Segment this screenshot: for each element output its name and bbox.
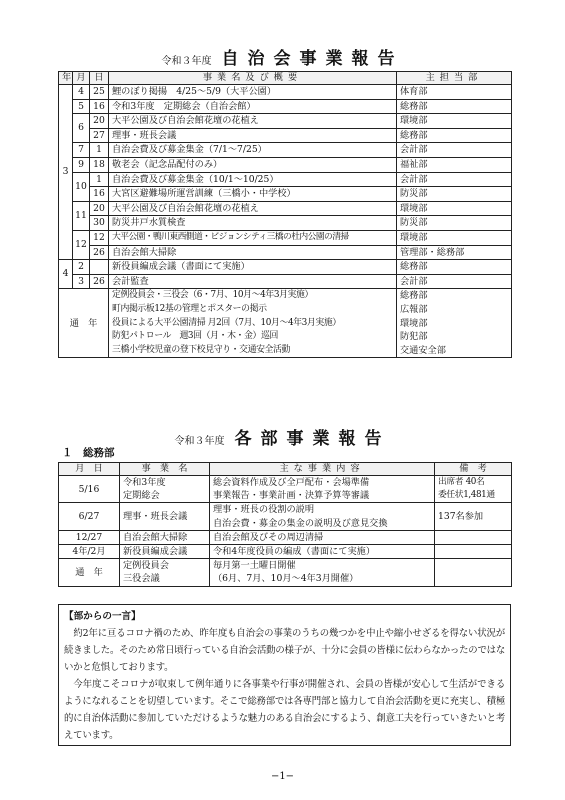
dept-cell: 会計部	[397, 143, 512, 158]
event-table-header	[59, 72, 512, 85]
table-row	[59, 545, 512, 559]
day-cell: 26	[90, 274, 109, 289]
content-line: 事業報告・事業計画・決算予算等審議	[213, 490, 370, 502]
event-cell: 大宮区避難場所運営訓練（三橋小・中学校）	[109, 187, 397, 202]
name-cell: 理事・班長会議	[120, 503, 210, 530]
date-cell: 4年/2月	[59, 545, 120, 559]
dept-cell: 防災部	[397, 187, 512, 202]
section-heading-general-affairs: １ 総務部	[62, 447, 115, 459]
dept-cell: 防災部	[397, 216, 512, 231]
note-cell	[435, 530, 512, 544]
note-line: 出席者 40名	[438, 477, 485, 487]
yearround-event: 町内掲示板12基の管理とポスターの掲示	[112, 303, 267, 314]
table-row	[59, 245, 512, 260]
dept-cell: 環境部	[397, 114, 512, 129]
month-cell: 11	[73, 201, 90, 230]
comment-paragraph: 約2年に亘るコロナ禍のため、昨年度も自治会の事業のうちの幾つかを中止や縮小せざるを得ない状況が続きました。そのため常日頃行っている自治会活動の様子が、十分に会員の皆様に伝わらなかったのではないかと危惧しております。	[64, 628, 505, 673]
month-cell: 5	[73, 99, 90, 114]
table-row	[59, 230, 512, 245]
name-line: 定例役員会	[123, 560, 169, 572]
month-cell: 9	[73, 157, 90, 172]
year-cell: 4	[59, 260, 73, 289]
event-cell: 大平公園・鴨川東西側道・ビジョンシティ三橋の杜内公園の清掃	[109, 230, 397, 245]
day-cell	[90, 260, 109, 275]
month-cell: 2	[73, 260, 90, 275]
content-cell: 令和4年度役員の編成（書面にて実施）	[210, 545, 435, 559]
table-row	[59, 157, 512, 172]
table-row	[59, 128, 512, 143]
name-cell	[120, 476, 210, 503]
content-cell	[210, 559, 435, 586]
event-cell: 大平公園及び自治会館花壇の花植え	[109, 201, 397, 216]
header-name: 事 業 名	[120, 463, 210, 476]
month-cell: 3	[73, 274, 90, 289]
month-cell: 4	[73, 85, 90, 100]
dept-cell: 会計部	[397, 274, 512, 289]
content-line: 毎月第一土曜日開催	[213, 560, 296, 572]
event-cell: 理事・班長会議	[109, 128, 397, 143]
day-cell: 16	[90, 99, 109, 114]
month-cell: 12	[73, 230, 90, 259]
date-cell: 12/27	[59, 530, 120, 544]
dept-cell: 総務部	[397, 260, 512, 275]
month-cell: 10	[73, 172, 90, 201]
general-affairs-table-header	[59, 463, 512, 476]
name-cell: 新役員編成会議	[120, 545, 210, 559]
name-line: 定期総会	[123, 490, 160, 502]
table-row	[59, 187, 512, 202]
dept-cell: 総務部	[397, 128, 512, 143]
event-cell: 令和3年度 定期総会（自治会館）	[109, 99, 397, 114]
day-cell: 1	[90, 172, 109, 187]
day-cell: 26	[90, 245, 109, 260]
name-line: 三役会議	[123, 573, 160, 585]
general-affairs-table	[58, 462, 512, 587]
event-cell: 自治会費及び募金集金（10/1〜10/25）	[109, 172, 397, 187]
table-row-yearround	[59, 289, 512, 358]
yearround-depts	[397, 289, 512, 358]
table-row	[59, 260, 512, 275]
yearround-event: 定例役員会・三役会（6・7月、10月〜4年3月実施）	[112, 290, 313, 301]
table-row	[59, 559, 512, 586]
event-cell: 敬老会（記念品配付のみ）	[109, 157, 397, 172]
event-cell: 大平公園及び自治会館花壇の花植え	[109, 114, 397, 129]
event-cell: 鯉のぼり掲揚 4/25〜5/9（大平公園）	[109, 85, 397, 100]
yearround-dept: 環境部	[400, 317, 428, 329]
header-dept: 主担当部	[397, 72, 512, 85]
department-comment-box	[58, 604, 511, 746]
day-cell: 12	[90, 230, 109, 245]
content-line: 総会資料作成及び全戸配布・会場準備	[213, 477, 370, 488]
content-line: （6月、7月、10月〜4年3月開催）	[213, 573, 359, 585]
yearround-label: 通 年	[59, 289, 109, 358]
page-number: −1−	[270, 771, 295, 782]
content-cell	[210, 503, 435, 530]
header-date: 月 日	[59, 463, 120, 476]
dept-cell: 環境部	[397, 230, 512, 245]
dept-cell: 体育部	[397, 85, 512, 100]
event-cell: 防災井戸水質検査	[109, 216, 397, 231]
table-row	[59, 114, 512, 129]
note-line: 委任状1,481通	[438, 490, 495, 501]
month-cell: 7	[73, 143, 90, 158]
table-row	[59, 85, 512, 100]
table-row	[59, 216, 512, 231]
day-cell: 20	[90, 114, 109, 129]
header-content: 主な事業内容	[210, 463, 435, 476]
name-cell	[120, 559, 210, 586]
event-table	[58, 71, 512, 358]
report-title-block	[0, 44, 565, 69]
header-event: 事業名及び概要	[109, 72, 397, 85]
content-cell	[210, 476, 435, 503]
yearround-event: 三橋小学校児童の登下校見守り・交通安全活動	[112, 344, 290, 355]
header-note: 備 考	[435, 463, 512, 476]
note-cell	[435, 559, 512, 586]
note-cell: 137名参加	[435, 503, 512, 530]
date-cell: 5/16	[59, 476, 120, 503]
header-month: 月	[73, 72, 90, 85]
day-cell: 20	[90, 201, 109, 216]
yearround-dept: 交通安全部	[400, 344, 446, 356]
table-row	[59, 530, 512, 544]
section-report-title: 各部事業報告	[234, 429, 391, 449]
comment-heading: 【部からの一言】	[64, 611, 141, 622]
content-line: 理事・班長の役割の説明	[213, 504, 315, 516]
yearround-dept: 防犯部	[400, 331, 428, 343]
event-cell: 会計監査	[109, 274, 397, 289]
yearround-event: 防犯パトロール 週3回（月・木・金）巡回	[112, 331, 278, 342]
month-cell: 6	[73, 114, 90, 143]
day-cell: 1	[90, 143, 109, 158]
day-cell: 16	[90, 187, 109, 202]
table-row	[59, 172, 512, 187]
content-line: 自治会費・募金の集金の説明及び意見交換	[213, 517, 388, 529]
dept-cell: 会計部	[397, 172, 512, 187]
dept-cell: 環境部	[397, 201, 512, 216]
day-cell: 30	[90, 216, 109, 231]
event-cell: 新役員編成会議（書面にて実施）	[109, 260, 397, 275]
table-row	[59, 503, 512, 530]
header-day: 日	[90, 72, 109, 85]
name-line: 令和3年度	[123, 477, 166, 488]
yearround-dept: 総務部	[400, 290, 428, 302]
table-row	[59, 99, 512, 114]
note-cell	[435, 545, 512, 559]
content-cell: 自治会館及びその周辺清掃	[210, 530, 435, 544]
name-cell: 自治会館大掃除	[120, 530, 210, 544]
table-row	[59, 476, 512, 503]
yearround-event: 役員による大平公園清掃 月2回（7月、10月〜4年3月実施）	[112, 317, 341, 328]
table-row	[59, 274, 512, 289]
day-cell: 18	[90, 157, 109, 172]
yearround-dept: 広報部	[400, 303, 428, 315]
header-year: 年	[59, 72, 73, 85]
dept-cell: 総務部	[397, 99, 512, 114]
year-cell: 3	[59, 85, 73, 260]
note-cell	[435, 476, 512, 503]
day-cell: 27	[90, 128, 109, 143]
section-report-title-prefix: 令和３年度	[174, 436, 225, 447]
dept-cell: 管理部・総務部	[397, 245, 512, 260]
date-cell: 6/27	[59, 503, 120, 530]
dept-cell: 福祉部	[397, 157, 512, 172]
event-cell: 自治会費及び募金集金（7/1〜7/25）	[109, 143, 397, 158]
table-row	[59, 201, 512, 216]
comment-paragraph: 今年度こそコロナが収束して例年通りに各事業や行事が開催され、会員の皆様が安心して生活ができるようになれることを切望しています。そこで総務部では各専門部と協力して自治会活動を更に充実し、積極的に自治体活動に参加していただけるような魅力のある自治会にするよう、創意工夫を行っていきたいと考えています。	[64, 679, 505, 741]
report-title-prefix: 令和３年度	[161, 56, 212, 67]
report-title: 自治会事業報告	[221, 49, 404, 69]
day-cell: 25	[90, 85, 109, 100]
date-cell: 通 年	[59, 559, 120, 586]
yearround-events	[109, 289, 397, 358]
event-cell: 自治会館大掃除	[109, 245, 397, 260]
table-row	[59, 143, 512, 158]
